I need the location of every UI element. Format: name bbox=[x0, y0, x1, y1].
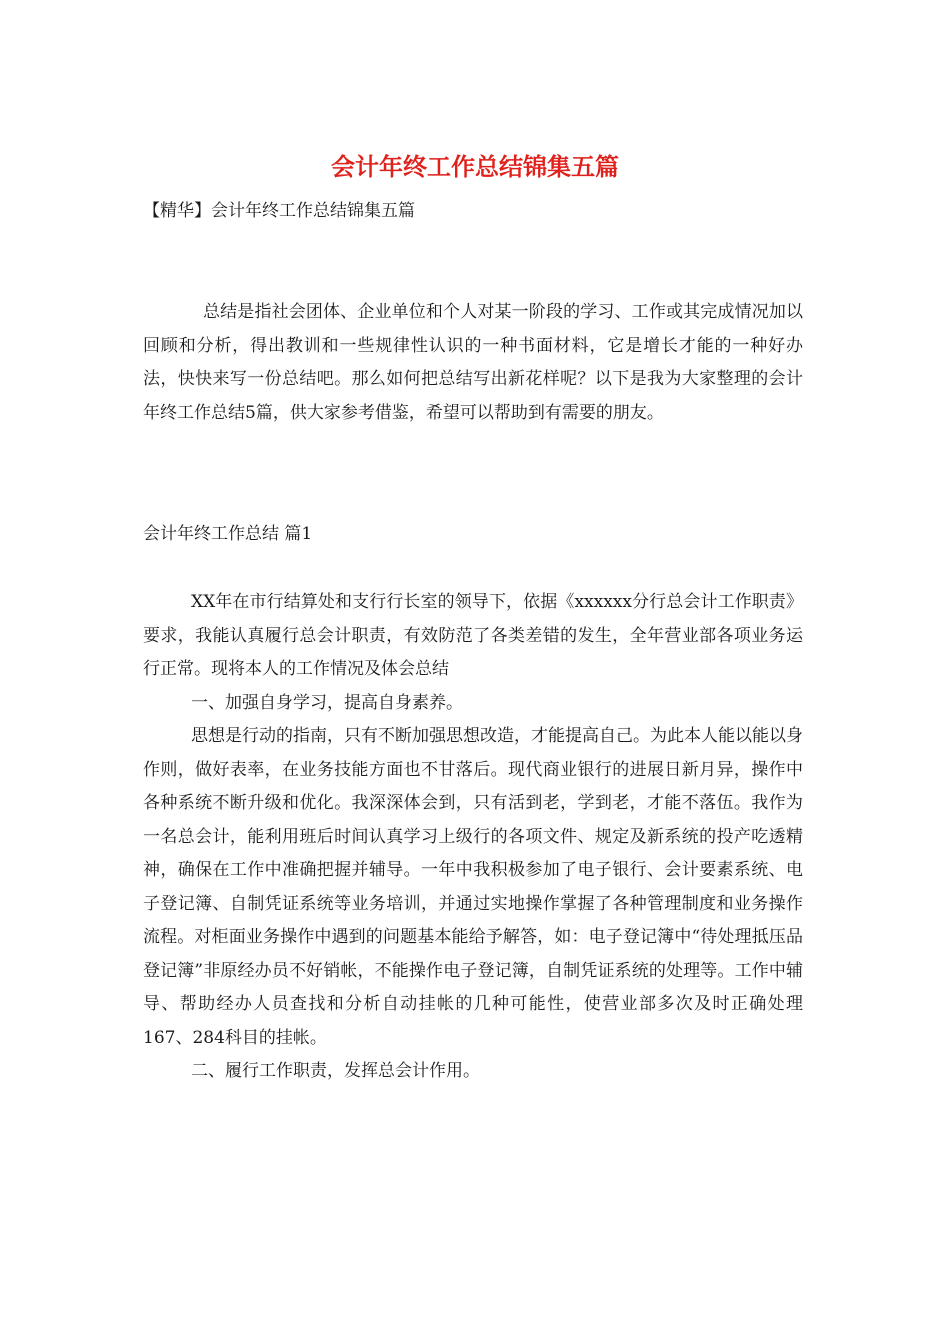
document-subtitle: 【精华】会计年终工作总结锦集五篇 bbox=[143, 201, 415, 221]
body-paragraph: 思想是行动的指南，只有不断加强思想改造，才能提高自己。为此本人能以能以身作则，做好表率，在业务技能方面也不甘落后。现代商业银行的进展日新月异，操作中各种系统不断升级和优化。我深深体会到，只有活到老，学到老，才能不落伍。我作为一名总会计，能利用班后时间认真学习上级行的各项文件、规定及新系统的投产吃透精神，确保在工作中准确把握并辅导。一年中我积极参加了电子银行、会计要素系统、电子登记簿、自制凭证系统等业务培训，并通过实地操作掌握了各种管理制度和业务操作流程。对柜面业务操作中遇到的问题基本能给予解答，如：电子登记簿中“待处理抵压品登记簿”非原经办员不好销帐，不能操作电子登记簿，自制凭证系统的处理等。工作中辅导、帮助经办人员查找和分析自动挂帐的几种可能性，使营业部多次及时正确处理167、284科目的挂帐。 bbox=[143, 726, 803, 1048]
document-title: 会计年终工作总结锦集五篇 bbox=[331, 152, 619, 181]
intro-paragraph: 总结是指社会团体、企业单位和个人对某一阶段的学习、工作或其完成情况加以回顾和分析，得出教训和一些规律性认识的一种书面材料，它是增长才能的一种好办法，快快来写一份总结吧。那么如何把总结写出新花样呢？以下是我为大家整理的会计年终工作总结5篇，供大家参考借鉴，希望可以帮助到有需要的朋友。 bbox=[143, 302, 803, 423]
article-body bbox=[143, 586, 803, 1089]
body-heading-1: 一、加强自身学习，提高自身素养。 bbox=[191, 692, 463, 713]
body-paragraph: XX年在市行结算处和支行行长室的领导下，依据《xxxxxx分行总会计工作职责》要求，我能认真履行总会计职责，有效防范了各类差错的发生，全年营业部各项业务运行正常。现将本人的工作情况及体会总结 bbox=[143, 592, 803, 679]
intro-section bbox=[143, 296, 803, 430]
body-heading-2: 二、履行工作职责，发挥总会计作用。 bbox=[191, 1061, 480, 1081]
section-heading: 会计年终工作总结 篇1 bbox=[143, 524, 313, 544]
